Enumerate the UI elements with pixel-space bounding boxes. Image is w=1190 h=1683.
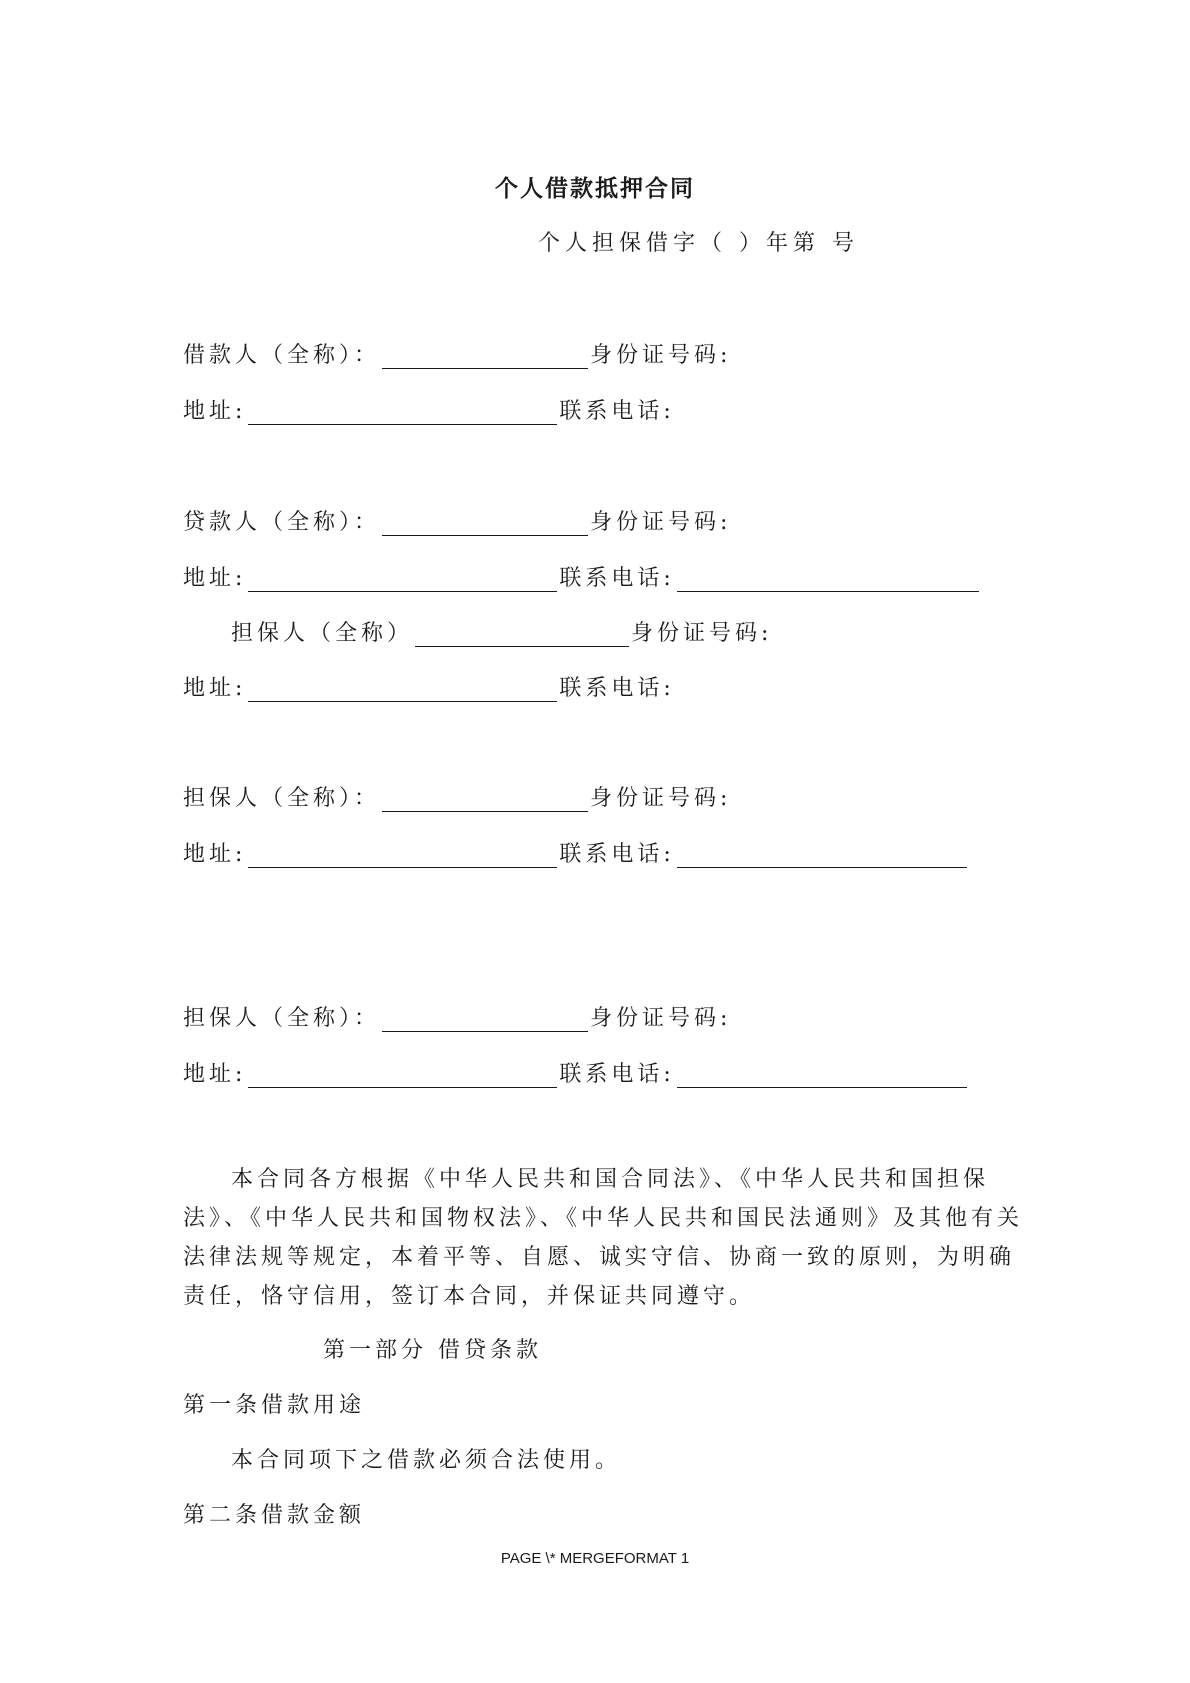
guarantor-b-name-blank[interactable] (382, 785, 588, 812)
borrower-address-line (183, 395, 675, 429)
guarantor-a-name-blank[interactable] (415, 620, 629, 647)
lender-phone-blank[interactable] (677, 565, 979, 592)
borrower-name-line (183, 339, 731, 373)
guarantor-b-id-label: 身份证号码: (590, 786, 732, 811)
guarantor-a-name-line (231, 617, 772, 651)
guarantor-c-address-line (183, 1058, 969, 1092)
page-footer: PAGE \* MERGEFORMAT 1 (500, 1550, 690, 1567)
guarantor-a-name-label: 担保人（全称） (231, 621, 414, 646)
lender-phone-label: 联系电话: (559, 566, 675, 591)
guarantor-b-phone-label: 联系电话: (559, 842, 675, 867)
guarantor-c-name-line (183, 1002, 731, 1036)
guarantor-b-address-line (183, 838, 969, 872)
borrower-id-label: 身份证号码: (590, 343, 732, 368)
guarantor-b-address-blank[interactable] (248, 841, 557, 868)
lender-address-line (183, 562, 981, 596)
lender-name-blank[interactable] (382, 509, 588, 536)
article-1-title: 第一条借款用途 (183, 1393, 366, 1418)
guarantor-c-address-blank[interactable] (248, 1061, 557, 1088)
guarantor-b-name-line (183, 782, 731, 816)
article-2-title: 第二条借款金额 (183, 1503, 366, 1528)
guarantor-a-id-label: 身份证号码: (631, 621, 773, 646)
lender-name-label: 贷款人（全称）： (183, 510, 381, 535)
guarantor-b-address-label: 地址: (183, 842, 247, 867)
contract-number: 个人担保借字（ ）年第 号 (538, 231, 859, 256)
borrower-phone-label: 联系电话: (559, 399, 675, 424)
guarantor-c-address-label: 地址: (183, 1062, 247, 1087)
borrower-name-label: 借款人（全称）： (183, 343, 381, 368)
preamble-paragraph: 本合同各方根据《中华人民共和国合同法》、《中华人民共和国担保法》、《中华人民共和国物权法》、《中华人民共和国民法通则》及其他有关法律法规等规定，本着平等、自愿、诚实守信、协商一致的原则，为明确责任，恪守信用，签订本合同，并保证共同遵守。 (183, 1167, 1024, 1309)
part-one-heading: 第一部分 借贷条款 (323, 1338, 542, 1363)
guarantor-a-address-line (183, 672, 675, 706)
document-title: 个人借款抵押合同 (495, 175, 695, 202)
guarantor-a-address-label: 地址: (183, 676, 247, 701)
borrower-address-blank[interactable] (248, 398, 557, 425)
guarantor-c-name-label: 担保人（全称）： (183, 1006, 381, 1031)
article-1-text: 本合同项下之借款必须合法使用。 (231, 1448, 622, 1473)
guarantor-b-name-label: 担保人（全称）： (183, 786, 381, 811)
guarantor-c-name-blank[interactable] (382, 1005, 588, 1032)
lender-name-line (183, 506, 731, 540)
guarantor-c-phone-label: 联系电话: (559, 1062, 675, 1087)
lender-address-blank[interactable] (248, 565, 557, 592)
guarantor-a-phone-label: 联系电话: (559, 676, 675, 701)
guarantor-a-address-blank[interactable] (248, 675, 557, 702)
lender-id-label: 身份证号码: (590, 510, 732, 535)
guarantor-b-phone-blank[interactable] (677, 841, 967, 868)
borrower-address-label: 地址: (183, 399, 247, 424)
lender-address-label: 地址: (183, 566, 247, 591)
borrower-name-blank[interactable] (382, 342, 588, 369)
guarantor-c-id-label: 身份证号码: (590, 1006, 732, 1031)
guarantor-c-phone-blank[interactable] (677, 1061, 967, 1088)
